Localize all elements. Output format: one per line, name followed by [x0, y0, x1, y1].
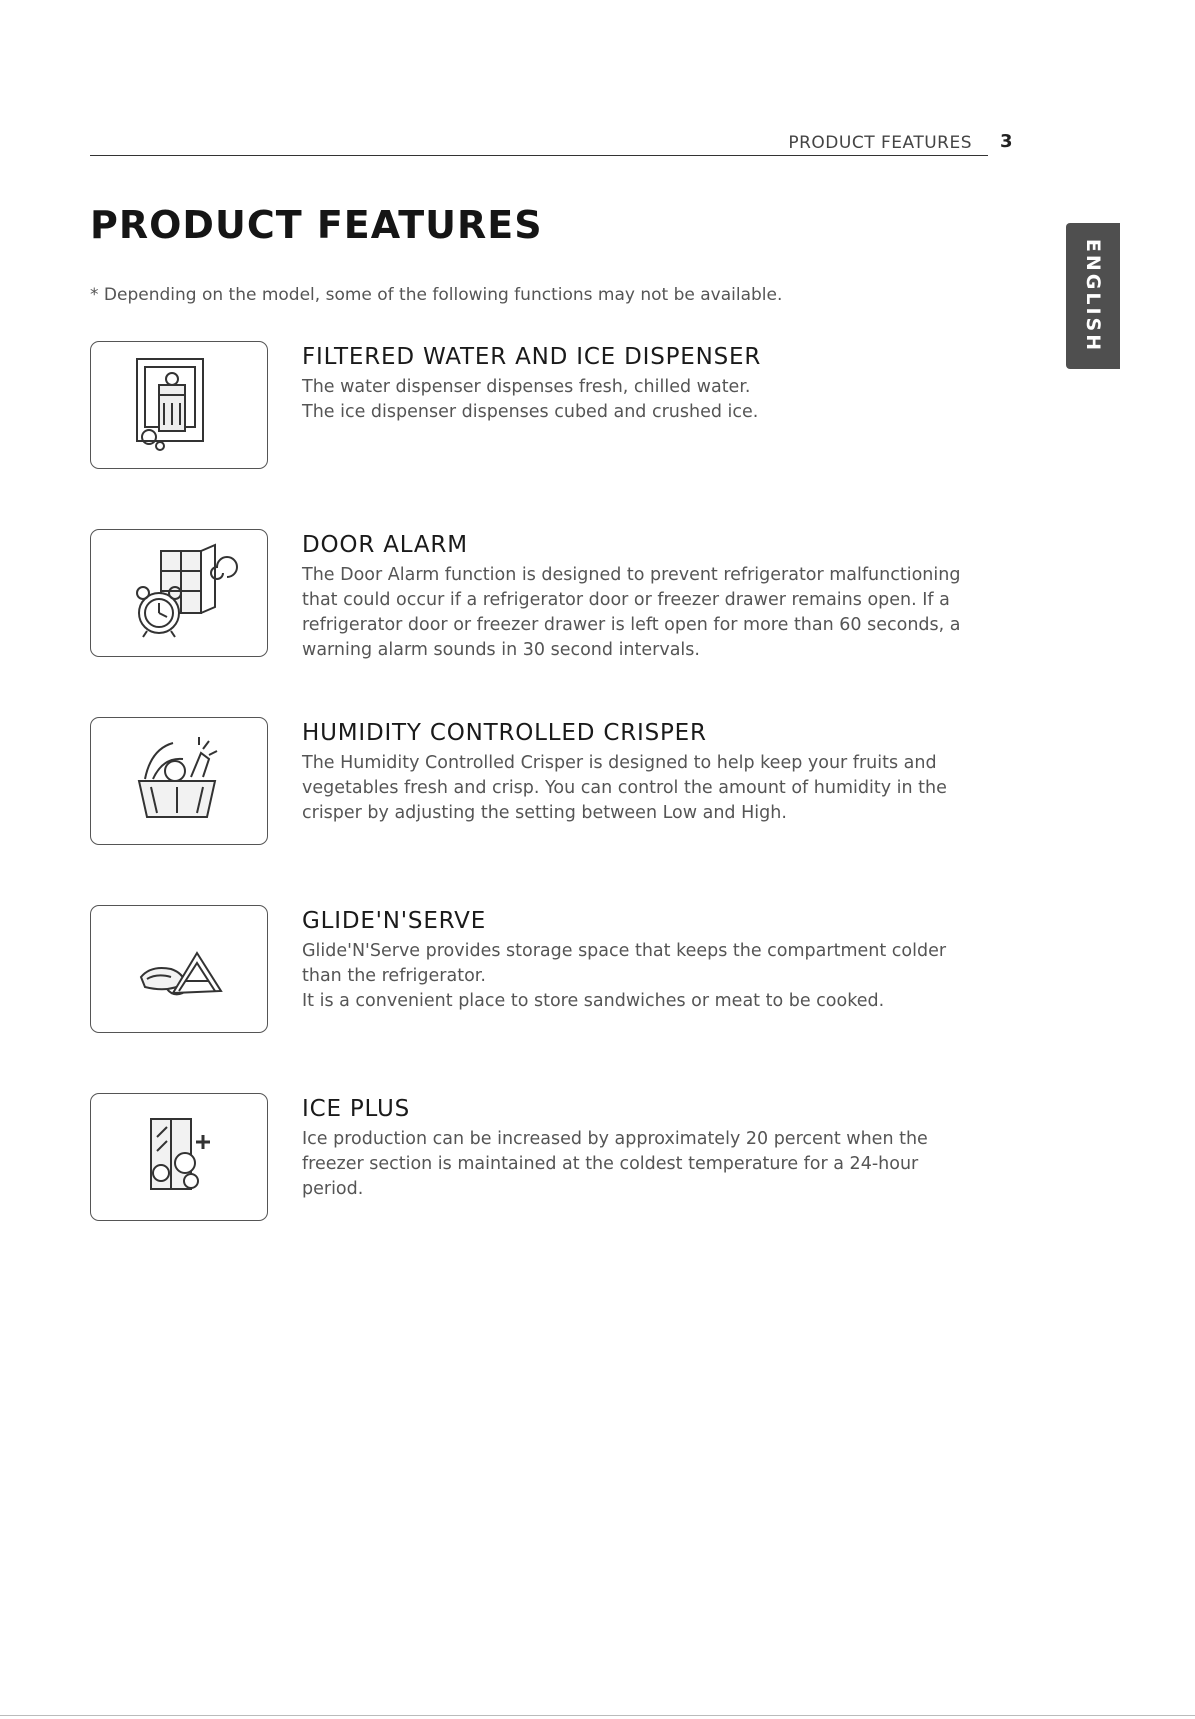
availability-note: * Depending on the model, some of the following functions may not be available. [90, 285, 783, 305]
feature-title: DOOR ALARM [302, 532, 468, 558]
feature-icon-frame [90, 341, 268, 469]
description-line: The water dispenser dispenses fresh, chilled water. [302, 377, 751, 397]
page-number: 3 [1000, 131, 1013, 152]
vegetable-basket-icon [129, 731, 229, 831]
description-line: Glide'N'Serve provides storage space that keeps the compartment colder [302, 941, 947, 961]
feature-water-ice-dispenser [90, 341, 1010, 469]
feature-glide-n-serve [90, 905, 1010, 1033]
description-line: warning alarm sounds in 30 second intervals. [302, 640, 700, 660]
feature-title: FILTERED WATER AND ICE DISPENSER [302, 344, 762, 370]
description-line: freezer section is maintained at the coldest temperature for a 24-hour [302, 1154, 919, 1174]
feature-icon-frame [90, 717, 268, 845]
feature-icon-frame [90, 529, 268, 657]
ice-plus-icon [129, 1107, 229, 1207]
feature-title: ICE PLUS [302, 1096, 411, 1122]
alarm-clock-icon [129, 543, 239, 643]
description-line: It is a convenient place to store sandwiches or meat to be cooked. [302, 991, 885, 1011]
description-line: than the refrigerator. [302, 966, 486, 986]
description-line: period. [302, 1179, 364, 1199]
feature-description [302, 751, 1102, 826]
feature-humidity-crisper [90, 717, 1010, 845]
description-line: crisper by adjusting the setting between Low and High. [302, 803, 787, 823]
description-line: Ice production can be increased by approximately 20 percent when the [302, 1129, 928, 1149]
running-header: PRODUCT FEATURES [788, 133, 972, 153]
feature-icon-frame [90, 905, 268, 1033]
page-title: PRODUCT FEATURES [90, 203, 543, 247]
description-line: refrigerator door or freezer drawer is left open for more than 60 seconds, a [302, 615, 961, 635]
description-line: vegetables fresh and crisp. You can control the amount of humidity in the [302, 778, 947, 798]
water-dispenser-icon [129, 355, 229, 455]
feature-title: GLIDE'N'SERVE [302, 908, 487, 934]
feature-description [302, 375, 1102, 425]
description-line: The ice dispenser dispenses cubed and crushed ice. [302, 402, 759, 422]
description-line: The Humidity Controlled Crisper is designed to help keep your fruits and [302, 753, 937, 773]
feature-description [302, 939, 1102, 1014]
feature-ice-plus [90, 1093, 1010, 1221]
feature-icon-frame [90, 1093, 268, 1221]
language-tab-label: ENGLISH [1082, 238, 1104, 354]
header-rule [90, 155, 988, 156]
feature-door-alarm [90, 529, 1010, 660]
feature-description [302, 563, 1102, 663]
language-tab [1066, 223, 1120, 369]
description-line: that could occur if a refrigerator door or freezer drawer remains open. If a [302, 590, 950, 610]
sandwich-icon [129, 919, 239, 1019]
description-line: The Door Alarm function is designed to prevent refrigerator malfunctioning [302, 565, 961, 585]
footer-rule [0, 1715, 1195, 1716]
feature-title: HUMIDITY CONTROLLED CRISPER [302, 720, 707, 746]
feature-description [302, 1127, 1102, 1202]
